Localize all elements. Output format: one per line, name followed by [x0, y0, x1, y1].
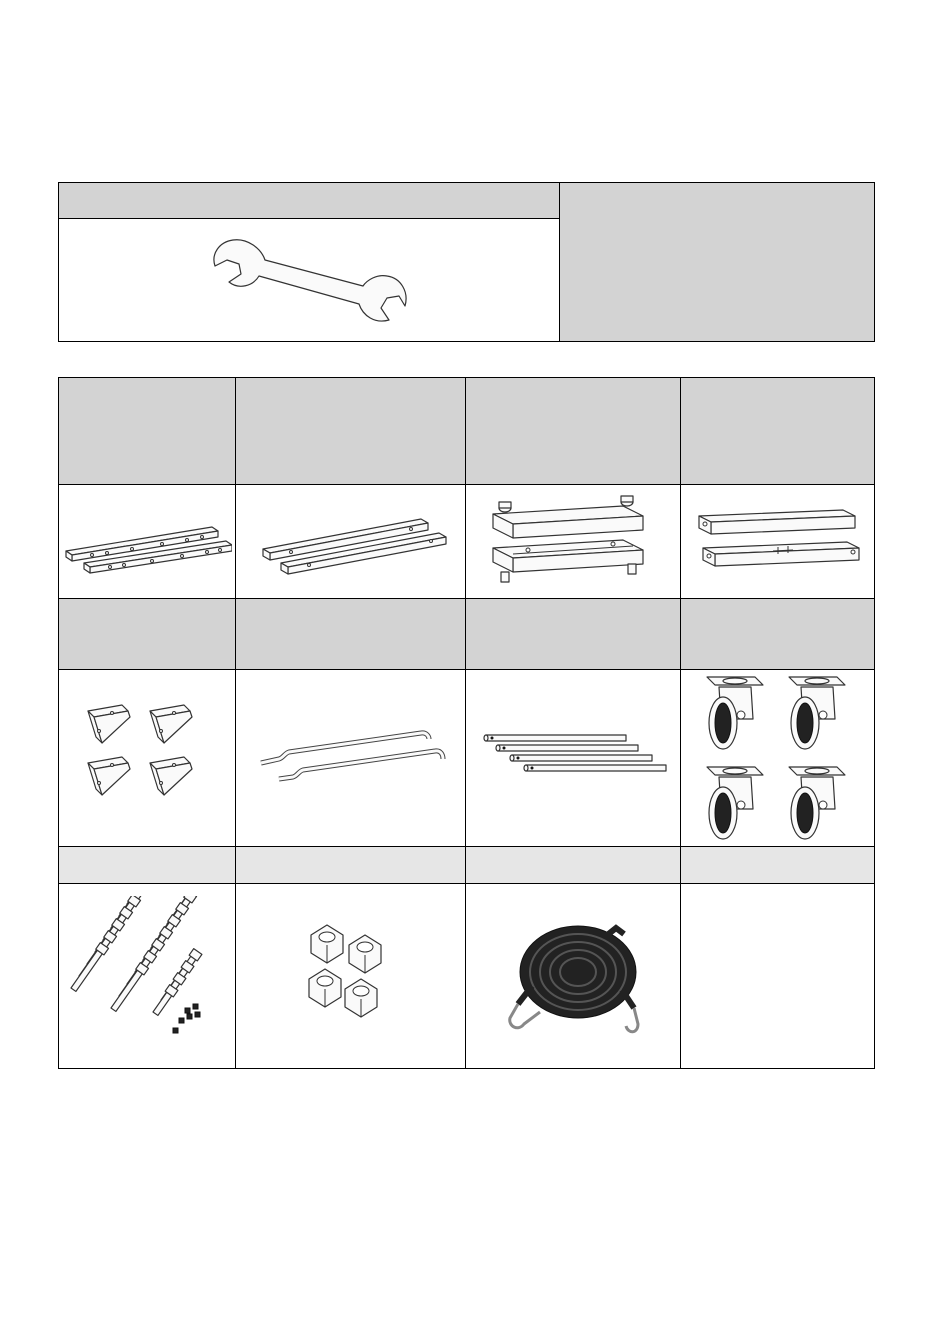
- tube-image: [476, 733, 671, 783]
- tools-table: [58, 182, 875, 342]
- part-cell-corner-bracket: [59, 670, 236, 847]
- part-header-7: [466, 599, 681, 670]
- part-header-6: [236, 599, 466, 670]
- part-header-10: [236, 847, 466, 884]
- part-header-11: [466, 847, 681, 884]
- part-cell-end-frame-with-pins: [466, 485, 681, 599]
- hex-nut-image: [301, 921, 401, 1031]
- part-header-12: [681, 847, 875, 884]
- rail-with-holes-image: [62, 507, 232, 577]
- corner-bracket-image: [82, 703, 212, 813]
- part-cell-plain-rail: [236, 485, 466, 599]
- part-header-5: [59, 599, 236, 670]
- wrench-icon: [209, 230, 409, 330]
- part-cell-tube: [466, 670, 681, 847]
- part-cell-hex-nut: [236, 884, 466, 1069]
- part-header-4: [681, 378, 875, 485]
- part-cell-u-handle: [236, 670, 466, 847]
- part-header-3: [466, 378, 681, 485]
- part-header-8: [681, 599, 875, 670]
- part-header-2: [236, 378, 466, 485]
- part-header-9: [59, 847, 236, 884]
- bungee-cord-image: [488, 906, 658, 1046]
- swivel-caster-image: [693, 673, 863, 843]
- plain-rail-image: [251, 507, 451, 577]
- tool-image-cell: [59, 219, 560, 342]
- tool-header-cell: [59, 183, 560, 219]
- parts-table: [58, 377, 875, 1069]
- part-header-1: [59, 378, 236, 485]
- tool-side-cell: [560, 183, 875, 342]
- end-frame-with-pins-image: [483, 492, 663, 592]
- u-handle-image: [251, 723, 451, 793]
- end-frame-channel-image: [693, 502, 863, 582]
- part-cell-end-frame-channel: [681, 485, 875, 599]
- part-cell-swivel-caster: [681, 670, 875, 847]
- part-cell-bungee-cord: [466, 884, 681, 1069]
- part-cell-empty: [681, 884, 875, 1069]
- bolt-image: [67, 896, 227, 1056]
- part-cell-rail-with-holes: [59, 485, 236, 599]
- part-cell-bolt: [59, 884, 236, 1069]
